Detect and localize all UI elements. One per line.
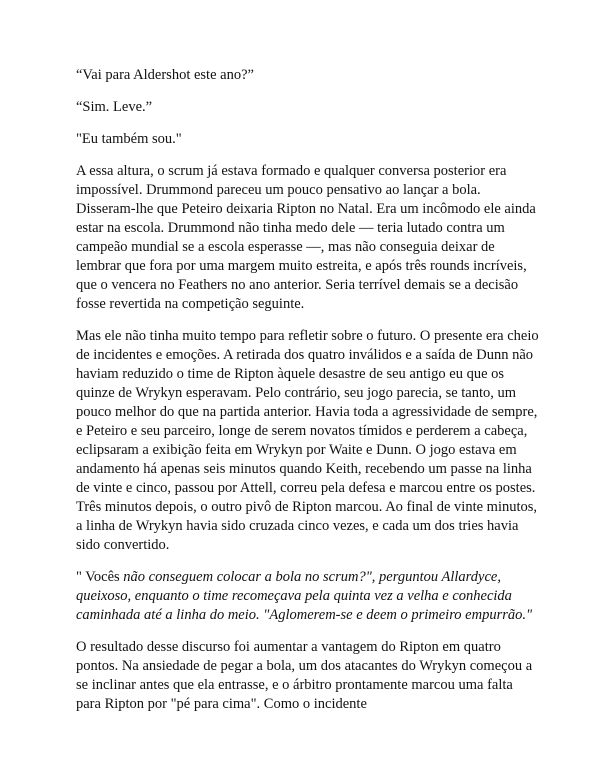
dialogue-line-2: “Sim. Leve.” — [76, 99, 153, 115]
quote-lead: " Vocês — [76, 569, 124, 585]
dialogue-line-3: "Eu também sou." — [76, 131, 182, 147]
paragraph-result: O resultado desse discurso foi aumentar a vantagem do Ripton em quatro pontos. Na ansiedade de pegar a bola, um dos atacantes do Wrykyn começou a se inclinar antes que ela entrasse, e o árbitro prontamente marcou uma falta para Ripton por "pé para cima". Como o incidente — [76, 639, 533, 712]
dialogue-line-1: “Vai para Aldershot este ano?” — [76, 67, 254, 83]
paragraph-allardyce — [76, 568, 540, 625]
paragraph-match: Mas ele não tinha muito tempo para refletir sobre o futuro. O presente era cheio de incidentes e emoções. A retirada dos quatro inválidos e a saída de Dunn não haviam reduzido o time de Ripton àquele desastre de seu antigo eu que os quinze de Wrykyn esperavam. Pelo contrário, seu jogo parecia, se tanto, um pouco melhor do que na partida anterior. Havia toda a agressividade de sempre, e Peteiro e seu parceiro, longe de serem novatos tímidos e perderem a cabeça, eclipsaram a exibição feita em Wrykyn por Waite e Dunn. O jogo estava em andamento há apenas seis minutos quando Keith, recebendo um passe na linha de vinte e cinco, passou por Attell, correu pela defesa e marcou entre os postes. Três minutos depois, o outro pivô de Ripton marcou. Ao final de vinte minutos, a linha de Wrykyn havia sido cruzada cinco vezes, e cada um dos tries havia sido convertido. — [76, 328, 539, 553]
quote-italic: não conseguem colocar a bola no scrum?", perguntou Allardyce, queixoso, enquanto o time recomeçava pela quinta vez a velha e conhecida caminhada até a linha do meio. "Aglomerem-se e deem o primeiro empurrão." — [76, 569, 533, 623]
paragraph-scrum: A essa altura, o scrum já estava formado e qualquer conversa posterior era impossível. Drummond pareceu um pouco pensativo ao lançar a bola. Disseram-lhe que Peteiro deixaria Ripton no Natal. Era um incômodo ele ainda estar na escola. Drummond não tinha medo dele — teria lutado contra um campeão mundial se a escola esperasse —, mas não conseguia deixar de lembrar que fora por uma margem muito estreita, e após três rounds incríveis, que o vencera no Feathers no ano anterior. Seria terrível demais se a decisão fosse revertida na competição seguinte. — [76, 163, 536, 312]
